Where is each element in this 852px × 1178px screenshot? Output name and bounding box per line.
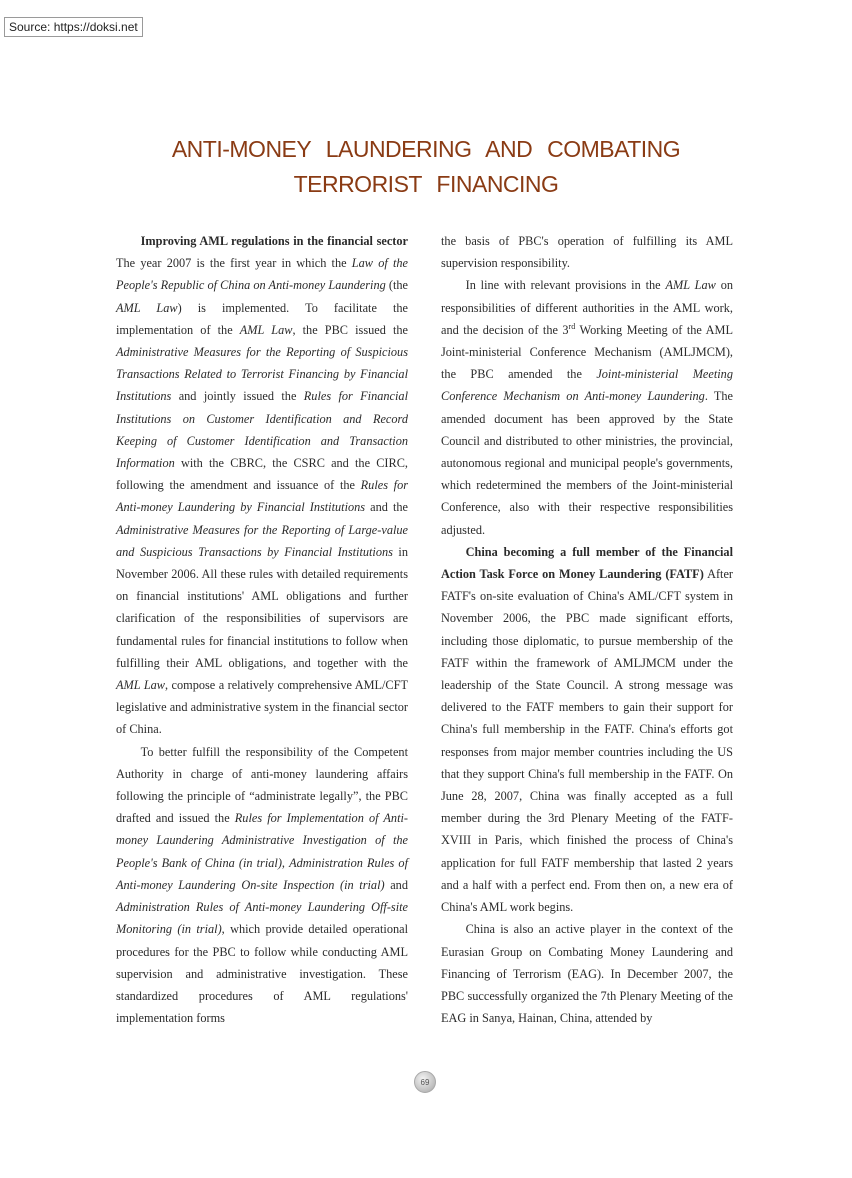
right-column (441, 230, 733, 1029)
left-column (116, 230, 408, 1029)
paragraph-competent-authority: To better fulfill the responsibility of the Competent Authority in charge of anti-money laundering affairs following the principle of “administrate legally”, the PBC drafted and issued the Rules for Implementation of Anti-money Laundering Administrative Investigation of the People's Bank of China (in trial), Administration Rules of Anti-money Laundering On-site Inspection (in trial) and Administration Rules of Anti-money Laundering Off-site Monitoring (in trial), which provide detailed operational procedures for the PBC to follow while conducting AML supervision and administrative investigation. These standardized procedures of AML regulations' implementation forms (116, 744, 409, 1026)
source-label[interactable]: Source: https://doksi.net (4, 17, 143, 37)
page-title (0, 132, 852, 202)
title-line-1: ANTI-MONEY LAUNDERING AND COMBATING (171, 136, 681, 162)
paragraph-joint-ministerial: In line with relevant provisions in the AML Law on responsibilities of different authorities in the AML work, and the decision of the 3rd Working Meeting of the AML Joint-ministerial Conference Mechanism (AMLJMCM), the PBC amended the Joint-ministerial Meeting Conference Mechanism on Anti-money Laundering. The amended document has been approved by the State Council and distributed to other ministries, the provincial, autonomous regional and municipal people's governments, which redetermined the members of the Joint-ministerial Conference, also with their respective responsibilities adjusted. (441, 278, 734, 537)
paragraph-continuation: the basis of PBC's operation of fulfilling its AML supervision responsibility. (441, 234, 733, 271)
section-heading-fatf: China becoming a full member of the Financial Action Task Force on Money Laundering (FATF) (441, 544, 733, 582)
paragraph-aml-regulations: Improving AML regulations in the financial sector The year 2007 is the first year in which the Law of the People's Republic of China on Anti-money Laundering (the AML Law) is implemented. To facilitate the implementation of the AML Law, the PBC issued the Administrative Measures for the Reporting of Suspicious Transactions Related to Terrorist Financing by Financial Institutions and jointly issued the Rules for Financial Institutions on Customer Identification and Record Keeping of Customer Identification and Transaction Information with the CBRC, the CSRC and the CIRC, following the amendment and issuance of the Rules for Anti-money Laundering by Financial Institutions and the Administrative Measures for the Reporting of Large-value and Suspicious Transactions by Financial Institutions in November 2006. All these rules with detailed requirements on financial institutions' AML obligations and further clarification of the responsibilities of supervisors are fundamental rules for financial institutions to follow when fulfilling their AML obligations, and together with the AML Law, compose a relatively comprehensive AML/CFT legislative and administrative system in the financial sector of China. (116, 234, 409, 737)
section-heading-aml-regulations: Improving AML regulations in the financial sector (140, 234, 408, 248)
page-number-badge: 69 (414, 1071, 436, 1093)
title-line-2: TERRORIST FINANCING (293, 171, 559, 197)
paragraph-fatf-membership: China becoming a full member of the Financial Action Task Force on Money Laundering (FATF) After FATF's on-site evaluation of China's AML/CFT system in November 2006, the PBC made significant efforts, including those diplomatic, to pursue membership of the FATF within the framework of AMLJMCM under the leadership of the State Council. A strong message was delivered to the FATF members to gain their support for China's full membership in the FATF. China's efforts got responses from major member countries including the US that they support China's full membership in the FATF. On June 28, 2007, China was finally accepted as a full member during the 3rd Plenary Meeting of the FATF-XVIII in Paris, which finished the process of China's application for full FATF membership that lasted 2 years and a half with a perfect end. From then on, a new era of China's AML work begins. (441, 544, 734, 915)
paragraph-eag: China is also an active player in the context of the Eurasian Group on Combating Money Laundering and Financing of Terrorism (EAG). In December 2007, the PBC successfully organized the 7th Plenary Meeting of the EAG in Sanya, Hainan, China, attended by (441, 922, 733, 1026)
